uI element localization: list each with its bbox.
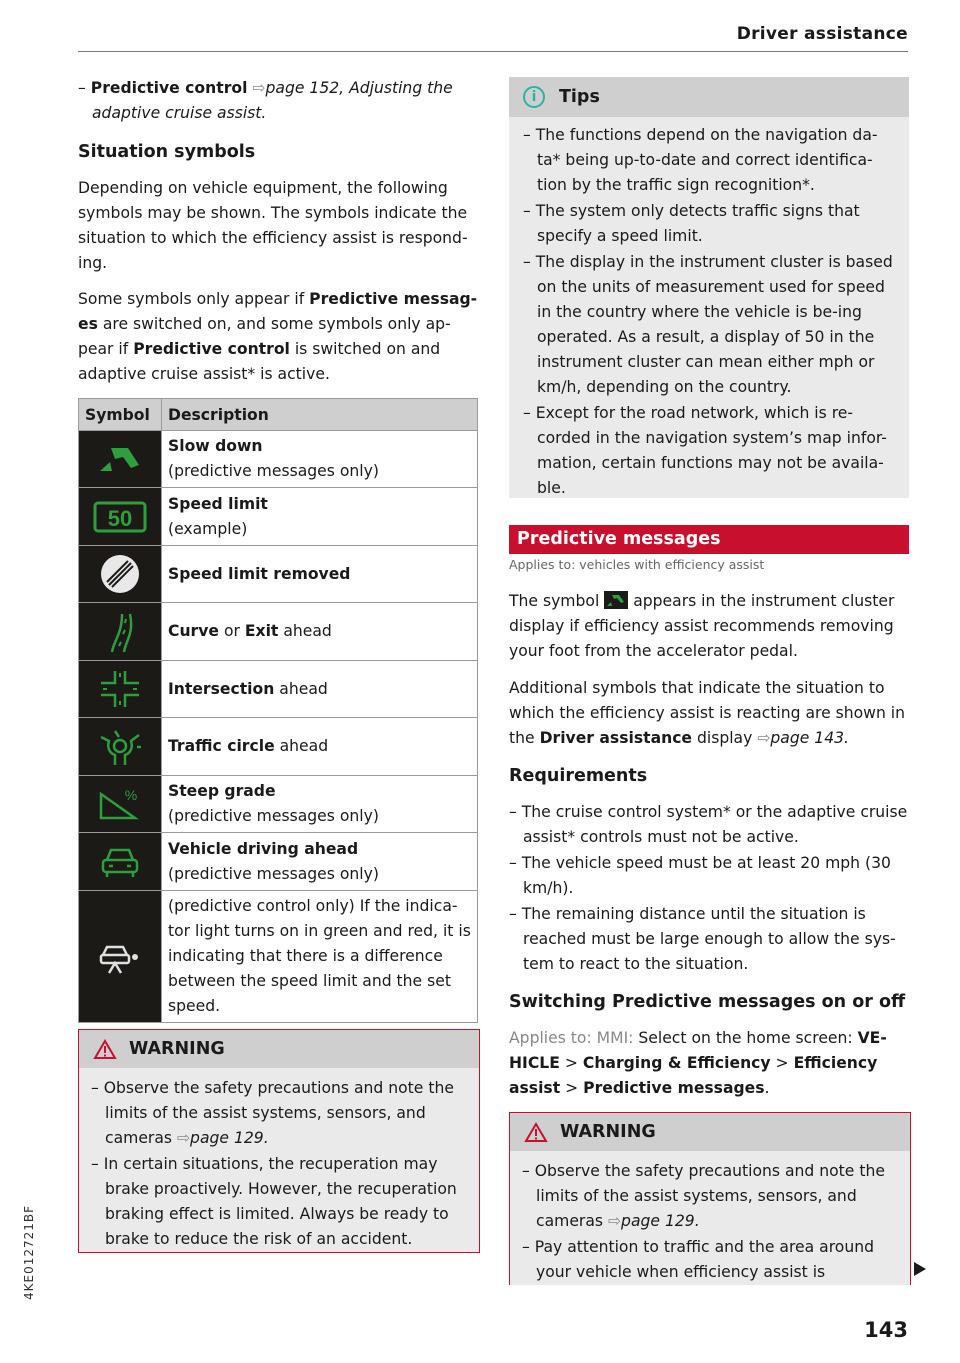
speed-limit-icon [79,488,162,546]
arrow-icon: ⇨ [252,79,266,97]
symbol-para: The symbol appears in the instrument cluster display if efficiency assist recommends removing your foot from the accelerator pedal. [509,592,895,660]
table-row: Slow down (predictive messages only) [79,431,478,488]
situation-heading: Situation symbols [78,142,256,162]
warning-triangle-icon [524,1122,548,1143]
switching-heading: Switching Predictive messages on or off [509,992,906,1012]
requirement-item: – The vehicle speed must be at least 20 mph (30 km/h). [509,854,891,897]
warning-box-right [509,1112,911,1285]
intro-bold: Predictive control [90,79,248,97]
document-code: 4KE012721BF [22,1204,36,1300]
tips-item: – The functions depend on the navigation da-ta* being up-to-date and correct identifica-tion by the traffic sign recognition*. [523,126,878,194]
mmi-path: Applies to: MMI: Select on the home screen: VE-HICLE > Charging & Efficiency > Efficiency assist > Predictive messages. [509,1029,887,1097]
section-title-bar: Predictive messages [509,525,909,554]
table-row: Vehicle driving ahead (predictive messages only) [79,833,478,891]
applies-to: Applies to: vehicles with efficiency assist [509,557,765,572]
tips-item: – The system only detects traffic signs that specify a speed limit. [523,202,860,245]
warning-item: – Observe the safety precautions and note the limits of the assist systems, sensors, and cameras ⇨page 129. [522,1162,885,1230]
intersection-icon [79,661,162,718]
svg-text:50: 50 [107,505,133,531]
warning-triangle-icon [93,1039,117,1060]
header-rule [78,51,908,52]
slow-down-inline-icon [604,591,628,609]
table-row: 50 Speed limit (example) [79,488,478,546]
table-header-row [79,399,478,431]
table-row: Traffic circle ahead [79,718,478,776]
steep-grade-icon [79,776,162,833]
situation-para-2: Some symbols only appear if Predictive messag-es are switched on, and some symbols only ap-pear if Predictive control is switched on and adaptive cruise assist* is active. [78,290,478,383]
table-row: Intersection ahead [79,661,478,718]
traffic-circle-icon [79,718,162,776]
tips-box [509,77,909,498]
running-header: Driver assistance [736,24,908,44]
info-icon: i [523,86,545,108]
table-row: Curve or Exit ahead [79,603,478,661]
requirements-heading: Requirements [509,766,648,786]
table-row: (predictive control only) If the indica-tor light turns on in green and red, it is indicating that there is a difference between the speed limit and the set speed. [79,891,478,1023]
control-indicator-icon [79,891,162,1023]
requirement-item: – The remaining distance until the situation is reached must be large enough to allow the sys-tem to react to the situation. [509,905,896,973]
table-row: Speed limit removed [79,546,478,603]
tips-item: – The display in the instrument cluster is based on the units of measurement used for speed in the country where the vehicle is be-ing operated. As a result, a display of 50 in the instrument cluster can mean either mph or km/h, depending on the country. [523,253,893,396]
vehicle-ahead-icon [79,833,162,891]
table-row: % Steep grade (predictive messages only) [79,776,478,833]
intro-ref[interactable]: page 152, Adjusting the adaptive cruise assist. [92,79,453,122]
warning-header [79,1030,479,1068]
col-description-header: Description [162,399,478,431]
speed-limit-removed-icon [79,546,162,603]
warning-title: WARNING [560,1122,656,1142]
intro-line: – Predictive control ⇨page 152, Adjusting the adaptive cruise assist. [78,79,453,122]
svg-text:%: % [124,787,138,803]
situation-para-1: Depending on vehicle equipment, the following symbols may be shown. The symbols indicate the situation to which the efficiency assist is respond-ing. [78,179,468,272]
symbol-table [78,398,478,1023]
warning-header [510,1113,910,1151]
col-symbol-header: Symbol [79,399,162,431]
tips-title: Tips [559,87,600,107]
requirement-item: – The cruise control system* or the adaptive cruise assist* controls must not be active. [509,803,908,846]
page-number: 143 [864,1318,908,1342]
warning-title: WARNING [129,1039,225,1059]
slow-down-icon [79,431,162,488]
continue-arrow-icon [914,1262,926,1276]
additional-symbols-para: Additional symbols that indicate the situation to which the efficiency assist is reacting are shown in the Driver assistance display ⇨page 143. [509,679,905,747]
tips-header [509,77,909,117]
curve-icon [79,603,162,661]
warning-item: – Pay attention to traffic and the area around your vehicle when efficiency assist is [522,1238,874,1281]
tips-item: – Except for the road network, which is re-corded in the navigation system’s map infor-mation, certain functions may not be availa-ble. [523,404,887,497]
warning-item: – In certain situations, the recuperation may brake proactively. However, the recuperation braking effect is limited. Always be ready to brake to reduce the risk of an accident. [91,1155,457,1248]
warning-item: – Observe the safety precautions and note the limits of the assist systems, sensors, and cameras ⇨page 129. [91,1079,454,1147]
warning-box-left [78,1029,480,1253]
